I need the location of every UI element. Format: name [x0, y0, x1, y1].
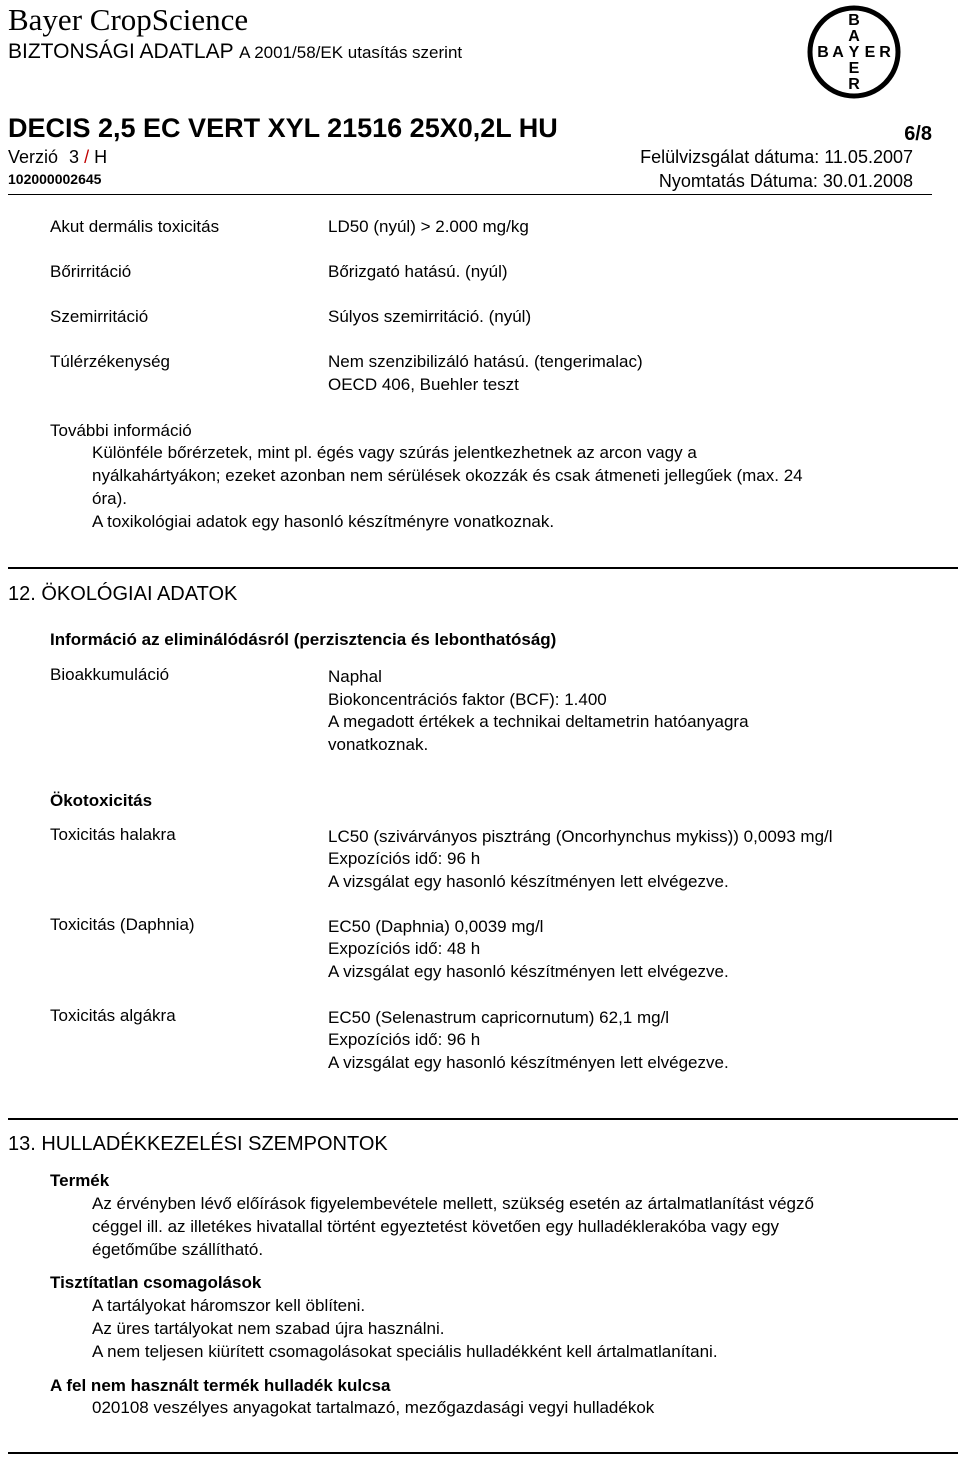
further-info-line: A toxikológiai adatok egy hasonló készítményre vonatkoznak. — [92, 512, 555, 531]
ecotox-value-algae: EC50 (Selenastrum capricornutum) 62,1 mg/l — [328, 1008, 670, 1027]
ecotox-value-daphnia: Expozíciós idő: 48 h — [328, 939, 481, 958]
ecotox-value-fish: A vizsgálat egy hasonló készítményen lett elvégezve. — [328, 872, 729, 891]
further-info-line: nyálkahártyákon; ezeket azonban nem sérülések okozzák és csak átmeneti jellegűek (max. 24 — [92, 466, 803, 485]
ecotox-value-fish: LC50 (szivárványos pisztráng (Oncorhynchus mykiss)) 0,0093 mg/l — [328, 827, 833, 846]
document-code: 102000002645 — [8, 171, 102, 187]
ecotox-value-daphnia: EC50 (Daphnia) 0,0039 mg/l — [328, 917, 544, 936]
product-disposal-line: Az érvényben lévő előírások figyelembevétele mellett, szükség esetén az ártalmatlanítást végző — [92, 1194, 814, 1213]
bayer-cross-icon — [806, 4, 902, 100]
header-divider — [8, 194, 932, 195]
logo-h-b: B — [817, 44, 829, 61]
further-info-line: Különféle bőrérzetek, mint pl. égés vagy szúrás jelentkezhetnek az arcon vagy a — [92, 443, 697, 462]
bioaccumulation-label: Bioakkumuláció — [50, 665, 170, 684]
ecotox-label-daphnia: Toxicitás (Daphnia) — [50, 915, 195, 934]
ecotox-value-algae: A vizsgálat egy hasonló készítményen lett elvégezve. — [328, 1053, 729, 1072]
tox-label-eye: Szemirritáció — [50, 307, 149, 326]
page-number: 6/8 — [904, 123, 932, 145]
ecotox-label-fish: Toxicitás halakra — [50, 825, 176, 844]
tox-label-skin: Bőrirritáció — [50, 262, 132, 281]
packaging-line: A tartályokat háromszor kell öblíteni. — [92, 1296, 366, 1315]
ecotox-value-algae: Expozíciós idő: 96 h — [328, 1030, 481, 1049]
tox-value-eye: Súlyos szemirritáció. (nyúl) — [328, 307, 532, 326]
version-language: H — [94, 147, 108, 167]
logo-v-r: R — [848, 76, 860, 93]
ecotoxicity-title: Ökotoxicitás — [50, 791, 153, 810]
ecotox-value-daphnia: A vizsgálat egy hasonló készítményen lett elvégezve. — [328, 962, 729, 981]
further-info-line: óra). — [92, 489, 127, 508]
tox-value-dermal: LD50 (nyúl) > 2.000 mg/kg — [328, 217, 529, 236]
product-name: DECIS 2,5 EC VERT XYL 21516 25X0,2L HU — [8, 113, 558, 143]
section-13-title: 13. HULLADÉKKEZELÉSI SZEMPONTOK — [8, 1133, 388, 1155]
version-line — [8, 147, 107, 168]
bioaccumulation-value: vonatkoznak. — [328, 735, 429, 754]
bioaccumulation-value: A megadott értékek a technikai deltametrin hatóanyagra — [328, 712, 749, 731]
section-12-divider — [8, 567, 958, 569]
waste-key-line: 020108 veszélyes anyagokat tartalmazó, mezőgazdasági vegyi hulladékok — [92, 1398, 655, 1417]
product-disposal-title: Termék — [50, 1171, 110, 1190]
product-disposal-line: égetőműbe szállítható. — [92, 1240, 264, 1259]
version-number: 3 — [69, 147, 80, 167]
bioaccumulation-value: Biokoncentrációs faktor (BCF): 1.400 — [328, 690, 607, 709]
tox-label-sensitization: Túlérzékenység — [50, 352, 171, 371]
doc-type-label: BIZTONSÁGI ADATLAP — [8, 40, 234, 63]
packaging-title: Tisztítatlan csomagolások — [50, 1273, 262, 1292]
company-name: Bayer CropScience — [8, 2, 249, 37]
product-disposal-line: céggel ill. az illetékes hivatallal történt egyeztetést követően egy hulladéklerakóba vagy egy — [92, 1217, 780, 1236]
document-type — [8, 40, 462, 64]
version-label: Verzió — [8, 147, 59, 167]
waste-key-title: A fel nem használt termék hulladék kulcsa — [50, 1376, 391, 1395]
logo-h-r: R — [879, 44, 891, 61]
logo-h-y: Y — [848, 44, 860, 61]
logo-v-a: A — [848, 28, 860, 45]
logo-v-e: E — [848, 60, 860, 77]
logo-h-a: A — [832, 44, 844, 61]
section-12-title: 12. ÖKOLÓGIAI ADATOK — [8, 583, 238, 605]
elimination-title: Információ az eliminálódásról (perzisztencia és lebonthatóság) — [50, 630, 557, 649]
logo-h-e: E — [864, 44, 876, 61]
footer-divider — [8, 1452, 958, 1454]
logo-v-b: B — [848, 12, 860, 29]
tox-label-dermal: Akut dermális toxicitás — [50, 217, 220, 236]
tox-value-skin: Bőrizgató hatású. (nyúl) — [328, 262, 508, 281]
print-date: Nyomtatás Dátuma: 30.01.2008 — [658, 171, 913, 191]
tox-value-sensitization-test: OECD 406, Buehler teszt — [328, 375, 519, 394]
packaging-line: A nem teljesen kiürített csomagolásokat speciális hulladékként kell ártalmatlanítani. — [92, 1342, 718, 1361]
ecotox-value-fish: Expozíciós idő: 96 h — [328, 849, 481, 868]
further-info-title: További információ — [50, 421, 192, 440]
tox-value-sensitization: Nem szenzibilizáló hatású. (tengerimalac) — [328, 352, 643, 371]
bioaccumulation-value: Naphal — [328, 667, 382, 686]
packaging-line: Az üres tartályokat nem szabad újra használni. — [92, 1319, 445, 1338]
bayer-logo — [806, 4, 902, 100]
regulation-text: A 2001/58/EK utasítás szerint — [239, 43, 463, 62]
section-13-divider — [8, 1118, 958, 1120]
ecotox-label-algae: Toxicitás algákra — [50, 1006, 176, 1025]
review-date: Felülvizsgálat dátuma: 11.05.2007 — [640, 147, 913, 167]
version-separator: / — [84, 147, 90, 167]
